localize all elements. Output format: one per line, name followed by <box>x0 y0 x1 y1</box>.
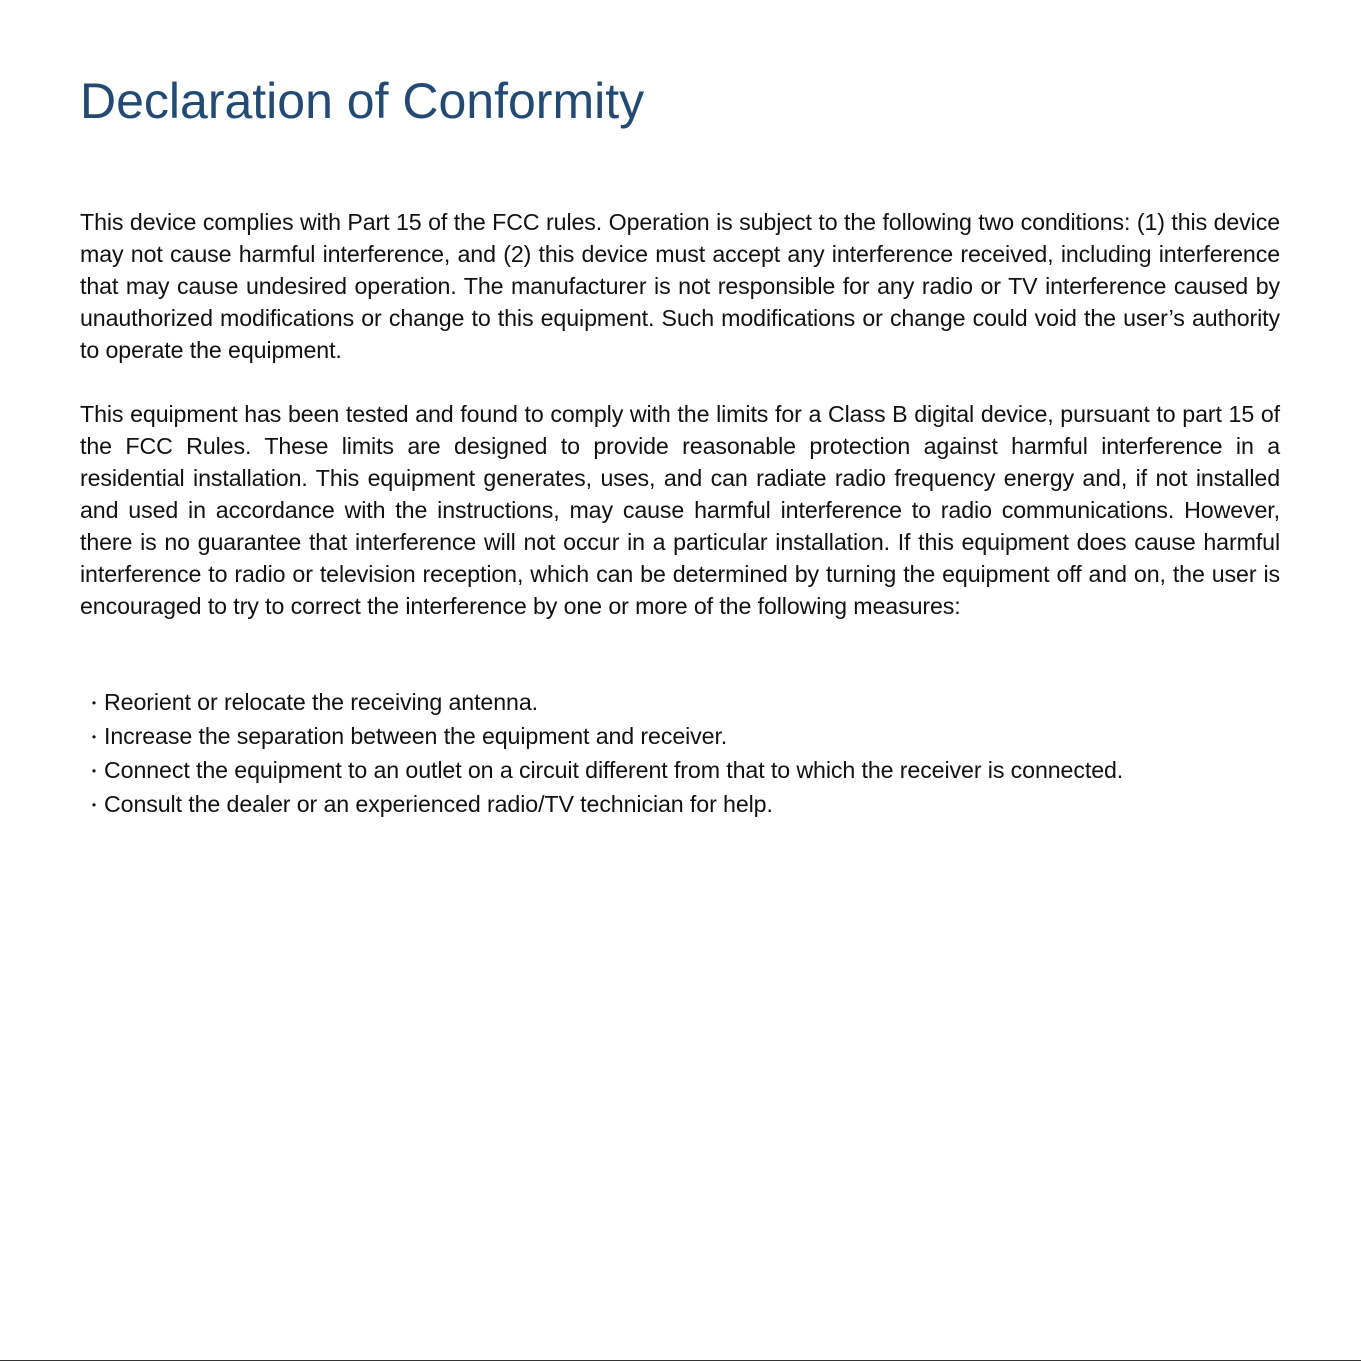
measures-list <box>84 686 1284 822</box>
list-item-text: Consult the dealer or an experienced radio/TV technician for help. <box>104 791 773 817</box>
bullet-marker: ・ <box>85 762 103 782</box>
bullet-marker: ・ <box>85 728 103 748</box>
bullet-marker: ・ <box>85 694 103 714</box>
list-item-text: Connect the equipment to an outlet on a circuit different from that to which the receiver is connected. <box>104 757 1124 783</box>
list-item <box>84 686 1284 720</box>
class-b-paragraph: This equipment has been tested and found to comply with the limits for a Class B digital device, pursuant to part 15 of the FCC Rules. These limits are designed to provide reasonable protection against harmful interference in a residential installation. This equipment generates, uses, and can radiate radio frequency energy and, if not installed and used in accordance with the instructions, may cause harmful interference to radio communications. However, there is no guarantee that interference will not occur in a particular installation. If this equipment does cause harmful interference to radio or television reception, which can be determined by turning the equipment off and on, the user is encouraged to try to correct the interference by one or more of the following measures: <box>80 401 1280 619</box>
fcc-compliance-paragraph: This device complies with Part 15 of the FCC rules. Operation is subject to the following two conditions: (1) this device may not cause harmful interference, and (2) this device must accept any interference received, including interference that may cause undesired operation. The manufacturer is not responsible for any radio or TV interference caused by unauthorized modifications or change to this equipment. Such modifications or change could void the user’s authority to operate the equipment. <box>80 209 1280 363</box>
list-item <box>84 788 1284 822</box>
list-item <box>84 720 1284 754</box>
list-item <box>84 754 1284 788</box>
page-title: Declaration of Conformity <box>80 73 645 129</box>
list-item-text: Increase the separation between the equipment and receiver. <box>104 723 728 749</box>
list-item-text: Reorient or relocate the receiving antenna. <box>104 689 538 715</box>
bullet-marker: ・ <box>85 796 103 816</box>
